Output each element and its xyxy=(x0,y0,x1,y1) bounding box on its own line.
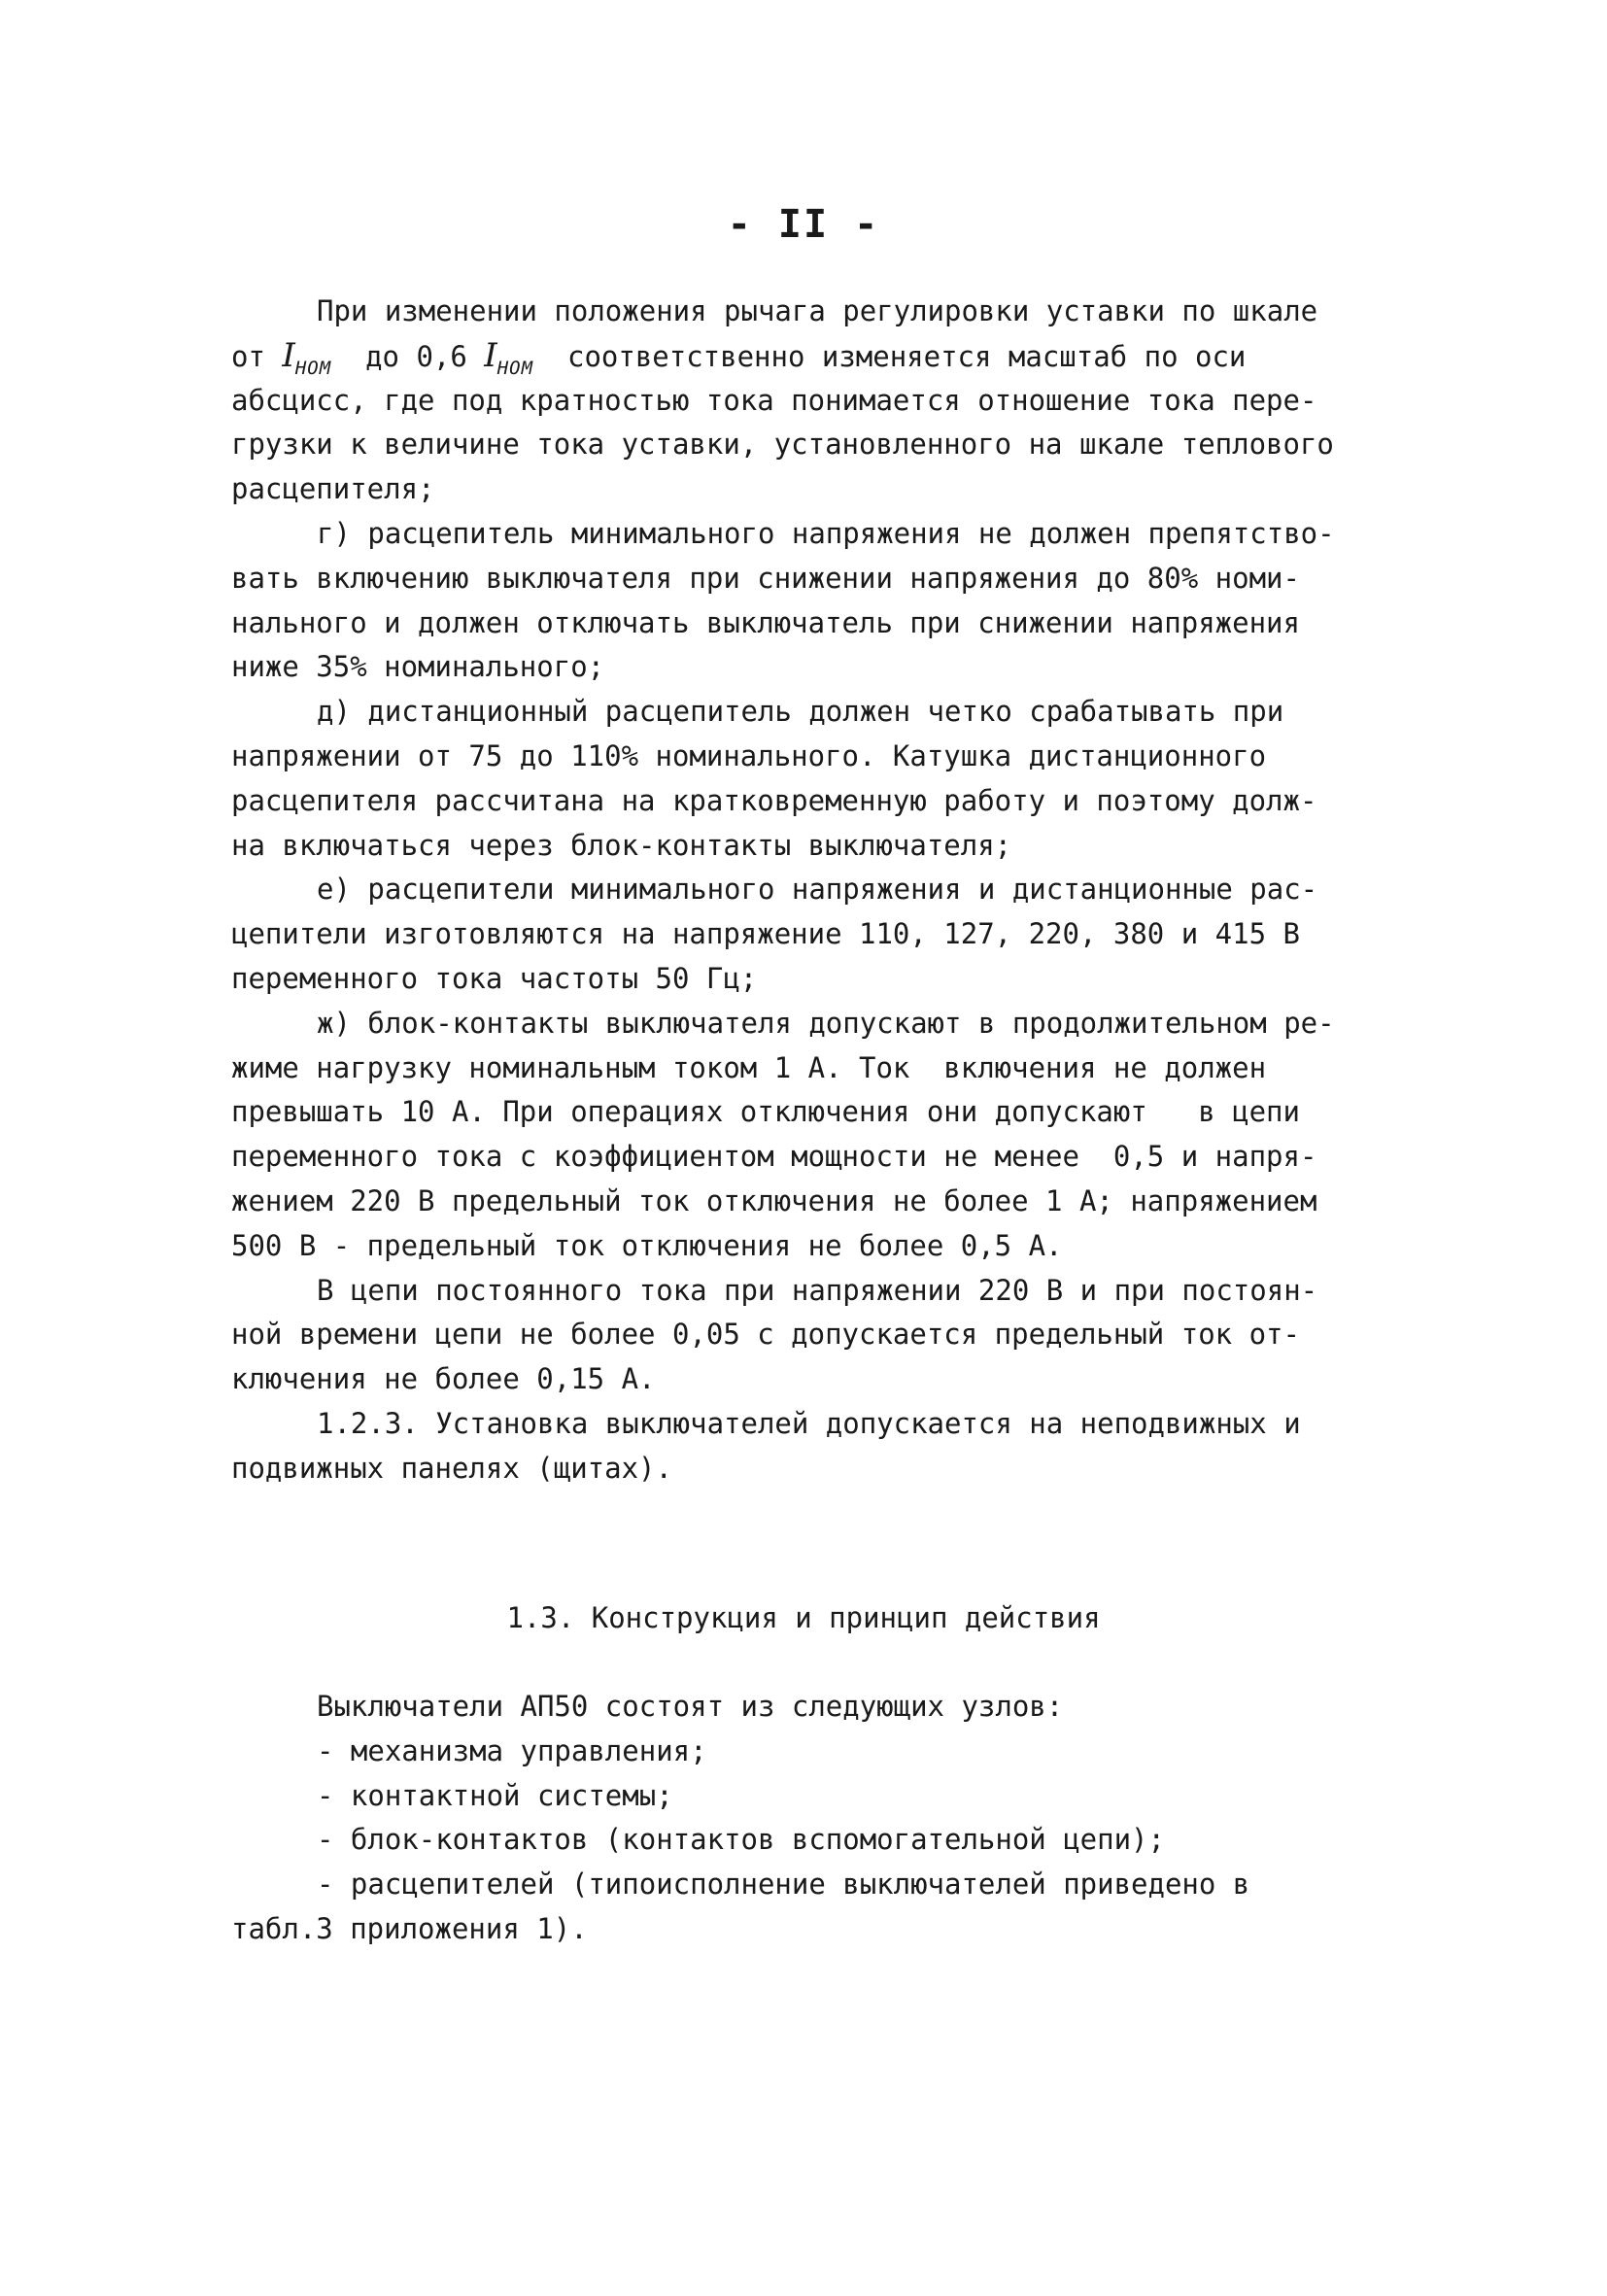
text-line: подвижных панелях (щитах). xyxy=(231,1451,672,1485)
formula-middle: до 0,6 xyxy=(331,339,485,373)
list-item: - блок-контактов (контактов вспомогательной цепи); xyxy=(317,1823,1165,1857)
text-line: 1.2.3. Установка выключателей допускается на неподвижных и xyxy=(317,1406,1301,1440)
section-heading: 1.3. Конструкция и принцип действия xyxy=(506,1601,1101,1634)
list-item: - контактной системы; xyxy=(317,1778,673,1812)
text-line: д) дистанционный расцепитель должен четко срабатывать при xyxy=(317,695,1284,729)
text-line: жением 220 В предельный ток отключения не более 1 А; напряжением xyxy=(231,1183,1317,1217)
formula-prefix: от xyxy=(231,339,283,373)
text-line: на включаться через блок-контакты выключателя; xyxy=(231,828,1012,862)
text-line: нального и должен отключать выключатель при снижении напряжения xyxy=(231,605,1300,639)
text-line: е) расцепители минимального напряжения и дистанционные рас- xyxy=(317,873,1318,907)
list-item: - механизма управления; xyxy=(317,1733,707,1767)
text-line: ниже 35% номинального; xyxy=(231,650,605,684)
text-line: расцепителя рассчитана на кратковременную работу и поэтому долж- xyxy=(231,783,1317,817)
text-line: ж) блок-контакты выключателя допускают в продолжительном ре- xyxy=(317,1006,1335,1040)
page-number: - II - xyxy=(727,202,880,247)
text-line: абсцисс, где под кратностью тока понимается отношение тока пере- xyxy=(231,383,1317,417)
current-symbol: I xyxy=(484,335,497,375)
text-line: Выключатели АП50 состоят из следующих узлов: xyxy=(317,1690,1064,1723)
text-line: ной времени цепи не более 0,05 с допускается предельный ток от- xyxy=(231,1318,1300,1352)
current-symbol: I xyxy=(282,335,295,375)
text-line: табл.3 приложения 1). xyxy=(231,1911,588,1945)
text-line: переменного тока с коэффициентом мощности не менее 0,5 и напря- xyxy=(231,1140,1317,1174)
text-line: напряжении от 75 до 110% номинального. Катушка дистанционного xyxy=(231,738,1267,772)
text-line: При изменении положения рычага регулировки уставки по шкале xyxy=(317,294,1318,327)
text-line: В цепи постоянного тока при напряжении 220 В и при постоян- xyxy=(317,1273,1318,1307)
text-line: превышать 10 А. При операциях отключения они допускают в цепи xyxy=(231,1095,1300,1129)
text-line-formula xyxy=(231,334,1417,379)
text-line: цепители изготовляются на напряжение 110, 127, 220, 380 и 415 В xyxy=(231,917,1300,951)
text-line: вать включению выключателя при снижении напряжения до 80% номи- xyxy=(231,561,1300,595)
section-body xyxy=(231,1685,1417,1952)
text-line: грузки к величине тока уставки, установленного на шкале теплового xyxy=(231,428,1334,462)
list-item: - расцепителей (типоисполнение выключателей приведено в xyxy=(317,1868,1250,1902)
text-line: переменного тока частоты 50 Гц; xyxy=(231,961,758,995)
text-line: расцепителя; xyxy=(231,472,435,506)
current-subscript: НОМ xyxy=(294,357,332,379)
current-subscript: НОМ xyxy=(496,357,534,379)
text-line: 500 В - предельный ток отключения не более 0,5 А. xyxy=(231,1228,1063,1262)
formula-suffix: соответственно изменяется масштаб по оси xyxy=(533,339,1247,373)
body-text xyxy=(231,290,1417,1491)
text-line: жиме нагрузку номинальным током 1 А. Ток включения не должен xyxy=(231,1050,1267,1084)
text-line: ключения не более 0,15 А. xyxy=(231,1362,656,1396)
text-line: г) расцепитель минимального напряжения не должен препятство- xyxy=(317,516,1335,550)
